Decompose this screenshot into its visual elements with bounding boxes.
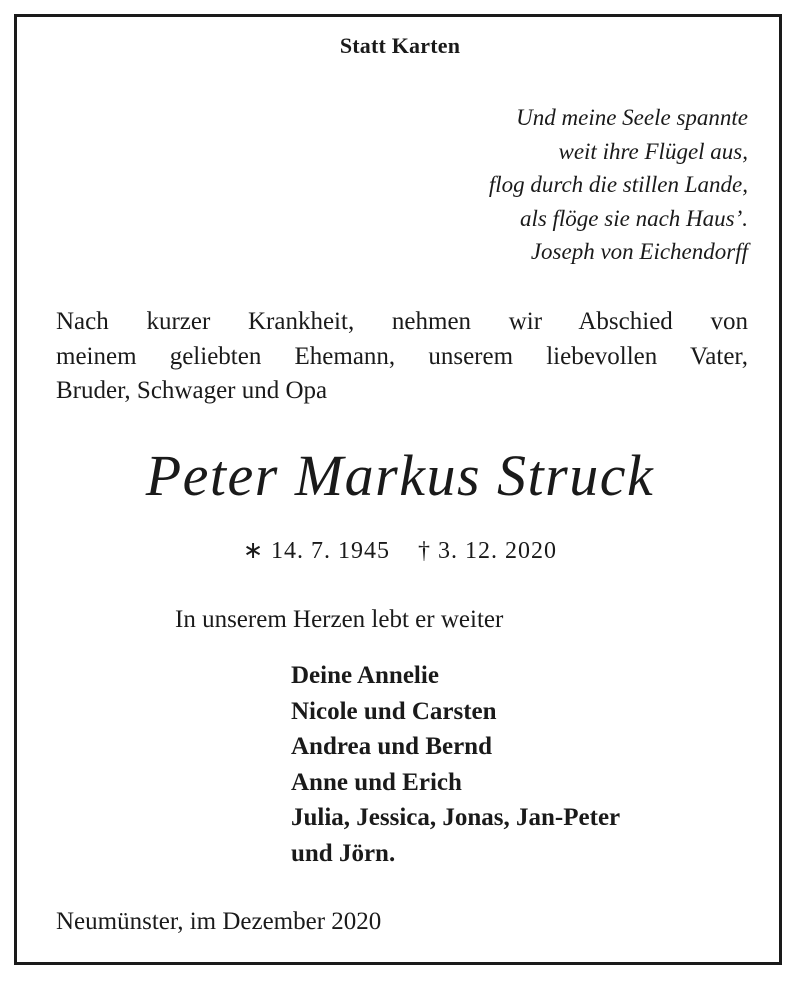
- birth-date: ∗ 14. 7. 1945: [242, 538, 391, 564]
- memorial-tagline: In unserem Herzen lebt er weiter: [175, 606, 504, 633]
- poem-line: als flöge sie nach Haus’.: [519, 205, 748, 231]
- signer-line: und Jörn.: [291, 839, 396, 867]
- place-and-date: Neumünster, im Dezember 2020: [56, 908, 382, 935]
- intro-line: meinem geliebten Ehemann, unserem liebevollen Vater,: [56, 342, 748, 370]
- family-signers: [291, 658, 620, 871]
- intro-line: Bruder, Schwager und Opa: [56, 377, 328, 404]
- signer-line: Nicole und Carsten: [291, 697, 497, 725]
- poem-line: flog durch die stillen Lande,: [488, 172, 748, 197]
- signer-line: Andrea und Bernd: [291, 733, 492, 760]
- death-date: † 3. 12. 2020: [418, 538, 558, 564]
- poem-line: weit ihre Flügel aus,: [558, 138, 748, 164]
- life-dates: [0, 536, 800, 565]
- poem-author: Joseph von Eichendorff: [530, 239, 748, 264]
- poem-quote: [489, 101, 748, 269]
- deceased-name: Peter Markus Struck: [145, 443, 655, 508]
- signer-line: Anne und Erich: [291, 768, 462, 796]
- signer-line: Deine Annelie: [291, 662, 439, 689]
- intro-line: Nach kurzer Krankheit, nehmen wir Abschied von: [56, 308, 748, 335]
- notice-headline: Statt Karten: [339, 33, 461, 58]
- poem-line: Und meine Seele spannte: [516, 105, 748, 130]
- signer-line: Julia, Jessica, Jonas, Jan-Peter: [291, 804, 621, 831]
- intro-paragraph: [56, 305, 748, 409]
